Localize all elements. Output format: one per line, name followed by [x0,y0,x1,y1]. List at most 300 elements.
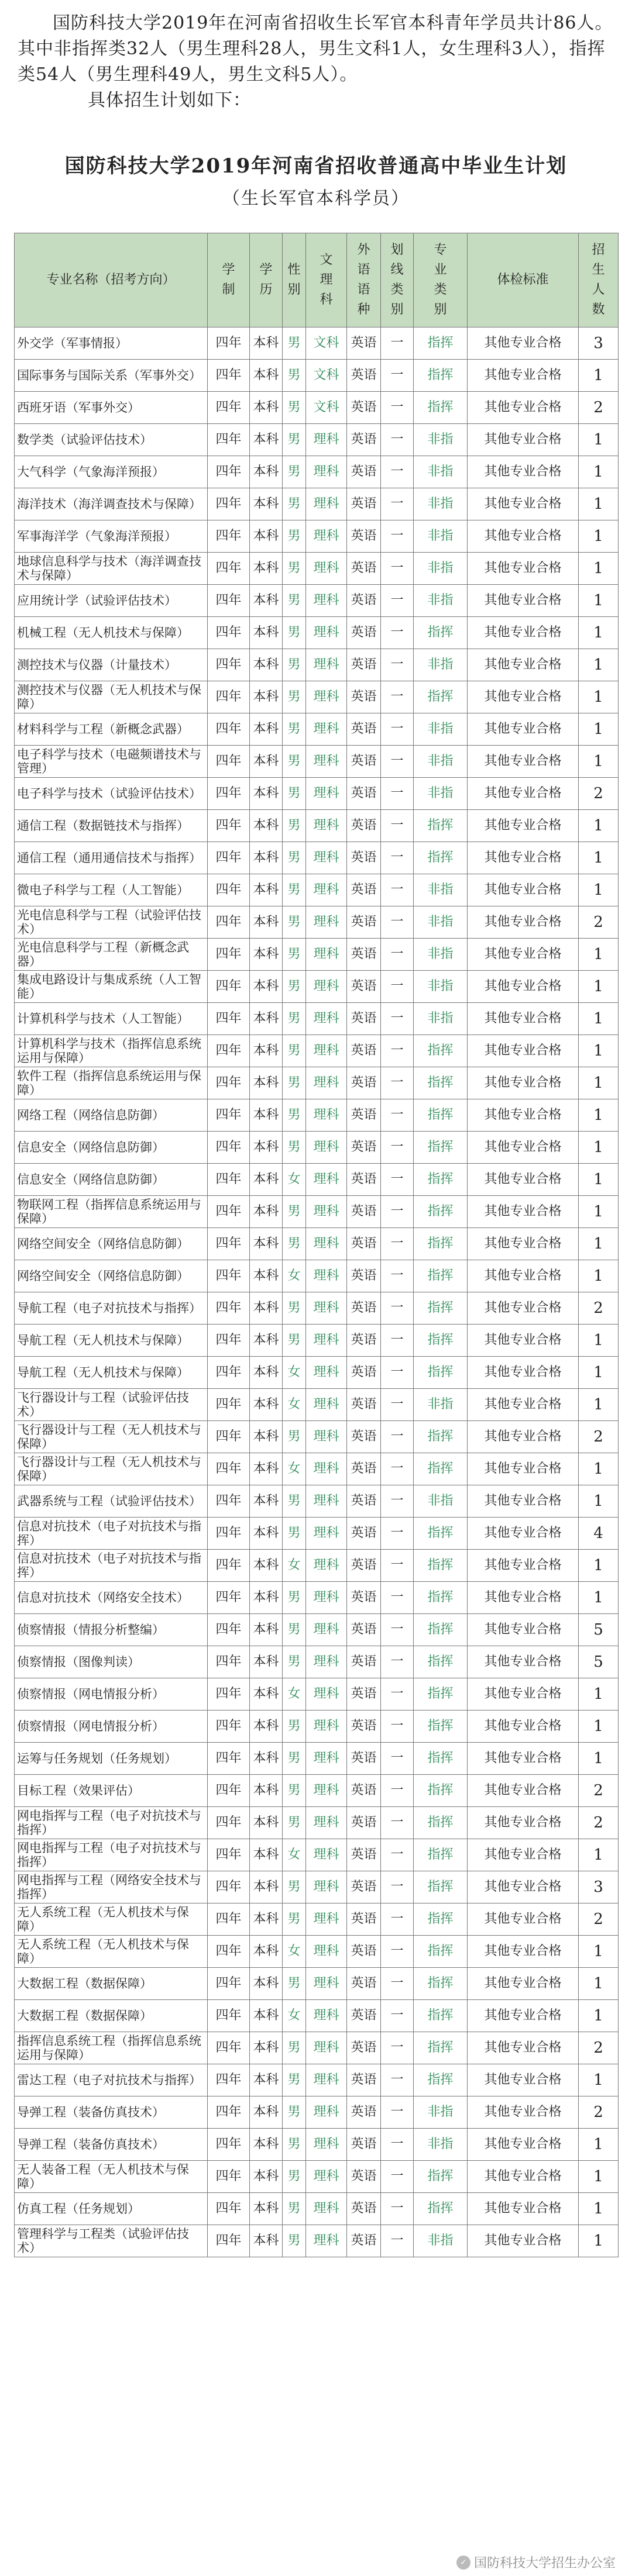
cell-medical-standard: 其他专业合格 [468,2096,579,2129]
cell-quota: 1 [579,520,619,553]
cell-quota: 1 [579,1164,619,1196]
cell-gender: 女 [283,1453,306,1485]
cell-cutoff-category: 一 [381,939,414,971]
cell-cutoff-category: 一 [381,1550,414,1582]
cell-cutoff-category: 一 [381,585,414,617]
cell-language: 英语 [347,1775,381,1807]
cell-language: 英语 [347,842,381,874]
table-row [15,1582,619,1614]
cell-language: 英语 [347,1936,381,1968]
cell-language: 英语 [347,1099,381,1132]
cell-duration: 四年 [208,1099,250,1132]
cell-major-category: 指挥 [414,1164,468,1196]
cell-duration: 四年 [208,2193,250,2225]
cell-language: 英语 [347,1614,381,1646]
cell-gender: 男 [283,1968,306,2000]
cell-major-category: 非指 [414,1003,468,1035]
cell-subject-track: 理科 [306,2064,347,2096]
cell-degree: 本科 [250,360,283,392]
cell-medical-standard: 其他专业合格 [468,585,579,617]
cell-language: 英语 [347,585,381,617]
cell-quota: 1 [579,874,619,906]
cell-medical-standard: 其他专业合格 [468,1678,579,1711]
cell-major-name: 导航工程（无人机技术与保障） [15,1357,208,1389]
cell-quota: 5 [579,1614,619,1646]
header-gender: 性别 [283,233,306,327]
cell-quota: 2 [579,906,619,939]
cell-duration: 四年 [208,1711,250,1743]
cell-major-name: 电子科学与技术（电磁频谱技术与管理） [15,746,208,778]
cell-cutoff-category: 一 [381,1743,414,1775]
cell-major-category: 非指 [414,713,468,746]
table-row [15,2225,619,2257]
cell-degree: 本科 [250,520,283,553]
cell-major-category: 指挥 [414,1035,468,1067]
cell-gender: 男 [283,1325,306,1357]
cell-major-name: 信息安全（网络信息防御） [15,1132,208,1164]
cell-gender: 男 [283,778,306,810]
cell-degree: 本科 [250,1228,283,1260]
cell-duration: 四年 [208,1871,250,1903]
cell-cutoff-category: 一 [381,1936,414,1968]
cell-cutoff-category: 一 [381,1164,414,1196]
cell-medical-standard: 其他专业合格 [468,1164,579,1196]
cell-medical-standard: 其他专业合格 [468,1614,579,1646]
cell-subject-track: 理科 [306,1453,347,1485]
cell-subject-track: 理科 [306,1421,347,1453]
cell-subject-track: 理科 [306,713,347,746]
table-row [15,1711,619,1743]
cell-cutoff-category: 一 [381,1003,414,1035]
cell-duration: 四年 [208,713,250,746]
cell-major-category: 指挥 [414,1871,468,1903]
cell-quota: 2 [579,1807,619,1839]
cell-duration: 四年 [208,488,250,520]
intro-lead: 具体招生计划如下： [88,90,251,111]
cell-cutoff-category: 一 [381,2193,414,2225]
cell-gender: 男 [283,2193,306,2225]
table-row [15,585,619,617]
cell-major-category: 非指 [414,2225,468,2257]
cell-cutoff-category: 一 [381,2096,414,2129]
cell-degree: 本科 [250,1325,283,1357]
cell-medical-standard: 其他专业合格 [468,1903,579,1936]
cell-gender: 男 [283,1421,306,1453]
cell-degree: 本科 [250,2000,283,2032]
table-row [15,520,619,553]
header-medical-standard: 体检标准 [468,233,579,327]
cell-degree: 本科 [250,1743,283,1775]
cell-major-name: 外交学（军事情报） [15,327,208,360]
cell-major-name: 无人装备工程（无人机技术与保障） [15,2161,208,2193]
cell-degree: 本科 [250,617,283,649]
cell-major-category: 非指 [414,424,468,456]
cell-language: 英语 [347,2000,381,2032]
cell-major-name: 海洋技术（海洋调查技术与保障） [15,488,208,520]
cell-language: 英语 [347,1678,381,1711]
cell-gender: 女 [283,1260,306,1292]
cell-quota: 1 [579,1389,619,1421]
cell-duration: 四年 [208,1807,250,1839]
cell-major-category: 指挥 [414,1807,468,1839]
cell-duration: 四年 [208,1678,250,1711]
cell-gender: 男 [283,939,306,971]
cell-cutoff-category: 一 [381,1485,414,1518]
cell-quota: 1 [579,1003,619,1035]
cell-language: 英语 [347,1164,381,1196]
cell-cutoff-category: 一 [381,1196,414,1228]
cell-subject-track: 理科 [306,2129,347,2161]
cell-quota: 1 [579,746,619,778]
cell-gender: 女 [283,1357,306,1389]
cell-major-name: 大数据工程（数据保障） [15,2000,208,2032]
cell-major-category: 指挥 [414,392,468,424]
cell-duration: 四年 [208,617,250,649]
cell-subject-track: 理科 [306,842,347,874]
cell-duration: 四年 [208,778,250,810]
table-row [15,1743,619,1775]
cell-language: 英语 [347,1196,381,1228]
cell-language: 英语 [347,778,381,810]
cell-subject-track: 理科 [306,778,347,810]
cell-duration: 四年 [208,2096,250,2129]
cell-major-category: 指挥 [414,842,468,874]
cell-language: 英语 [347,2161,381,2193]
cell-duration: 四年 [208,1453,250,1485]
table-row [15,810,619,842]
cell-duration: 四年 [208,1485,250,1518]
cell-language: 英语 [347,424,381,456]
cell-gender: 男 [283,1646,306,1678]
enrollment-plan-table [14,233,619,2257]
cell-major-category: 非指 [414,649,468,681]
cell-major-category: 指挥 [414,327,468,360]
cell-medical-standard: 其他专业合格 [468,1968,579,2000]
cell-quota: 1 [579,424,619,456]
cell-subject-track: 理科 [306,1292,347,1325]
cell-gender: 男 [283,2161,306,2193]
cell-degree: 本科 [250,1485,283,1518]
cell-medical-standard: 其他专业合格 [468,874,579,906]
cell-quota: 1 [579,2129,619,2161]
cell-duration: 四年 [208,360,250,392]
cell-major-category: 非指 [414,746,468,778]
cell-cutoff-category: 一 [381,2064,414,2096]
cell-degree: 本科 [250,553,283,585]
cell-quota: 2 [579,778,619,810]
cell-cutoff-category: 一 [381,1292,414,1325]
cell-medical-standard: 其他专业合格 [468,1646,579,1678]
cell-major-category: 指挥 [414,1678,468,1711]
cell-degree: 本科 [250,1775,283,1807]
cell-major-category: 指挥 [414,2064,468,2096]
cell-quota: 2 [579,2032,619,2064]
cell-medical-standard: 其他专业合格 [468,1871,579,1903]
intro-paragraph: 国防科技大学2019年在河南省招收生长军官本科青年学员共计86人。其中非指挥类32人（男生理科28人，男生文科1人，女生理科3人），指挥类54人（男生理科49人，男生文科5人）。 [18,13,613,85]
table-row [15,1678,619,1711]
cell-duration: 四年 [208,520,250,553]
cell-quota: 1 [579,1325,619,1357]
cell-quota: 1 [579,971,619,1003]
cell-degree: 本科 [250,1518,283,1550]
cell-cutoff-category: 一 [381,392,414,424]
cell-duration: 四年 [208,2225,250,2257]
table-row [15,1164,619,1196]
cell-major-category: 非指 [414,456,468,488]
cell-gender: 男 [283,1871,306,1903]
cell-major-name: 物联网工程（指挥信息系统运用与保障） [15,1196,208,1228]
cell-duration: 四年 [208,649,250,681]
table-row [15,1099,619,1132]
cell-medical-standard: 其他专业合格 [468,1775,579,1807]
cell-duration: 四年 [208,1936,250,1968]
cell-gender: 男 [283,1743,306,1775]
cell-language: 英语 [347,1357,381,1389]
cell-major-category: 指挥 [414,1132,468,1164]
cell-gender: 男 [283,2129,306,2161]
cell-gender: 男 [283,906,306,939]
cell-gender: 男 [283,585,306,617]
cell-medical-standard: 其他专业合格 [468,939,579,971]
cell-duration: 四年 [208,2000,250,2032]
cell-major-category: 非指 [414,553,468,585]
cell-gender: 女 [283,1550,306,1582]
cell-quota: 1 [579,1067,619,1099]
cell-major-category: 指挥 [414,1550,468,1582]
cell-language: 英语 [347,906,381,939]
cell-subject-track: 理科 [306,2225,347,2257]
cell-major-category: 指挥 [414,1936,468,1968]
cell-subject-track: 理科 [306,2096,347,2129]
cell-gender: 女 [283,1164,306,1196]
cell-language: 英语 [347,456,381,488]
cell-subject-track: 理科 [306,1743,347,1775]
header-quota: 招生人数 [579,233,619,327]
cell-cutoff-category: 一 [381,1035,414,1067]
cell-medical-standard: 其他专业合格 [468,746,579,778]
table-row [15,2032,619,2064]
intro-text [18,11,617,113]
cell-gender: 男 [283,1292,306,1325]
cell-duration: 四年 [208,1646,250,1678]
cell-duration: 四年 [208,553,250,585]
cell-major-name: 材料科学与工程（新概念武器） [15,713,208,746]
cell-quota: 1 [579,2064,619,2096]
cell-medical-standard: 其他专业合格 [468,392,579,424]
cell-quota: 1 [579,1968,619,2000]
cell-subject-track: 理科 [306,1067,347,1099]
cell-gender: 男 [283,1807,306,1839]
cell-language: 英语 [347,1132,381,1164]
cell-duration: 四年 [208,1421,250,1453]
cell-major-name: 无人系统工程（无人机技术与保障） [15,1936,208,1968]
cell-gender: 男 [283,2064,306,2096]
cell-major-category: 指挥 [414,1646,468,1678]
cell-major-category: 指挥 [414,1968,468,2000]
cell-major-category: 指挥 [414,1099,468,1132]
table-row [15,488,619,520]
cell-language: 英语 [347,1035,381,1067]
cell-cutoff-category: 一 [381,778,414,810]
cell-major-name: 管理科学与工程类（试验评估技术） [15,2225,208,2257]
cell-degree: 本科 [250,1807,283,1839]
cell-gender: 男 [283,1099,306,1132]
cell-medical-standard: 其他专业合格 [468,617,579,649]
table-row [15,971,619,1003]
cell-gender: 男 [283,1614,306,1646]
cell-gender: 男 [283,360,306,392]
cell-degree: 本科 [250,1453,283,1485]
cell-language: 英语 [347,488,381,520]
cell-language: 英语 [347,1550,381,1582]
table-row [15,2000,619,2032]
cell-subject-track: 理科 [306,1485,347,1518]
cell-language: 英语 [347,392,381,424]
cell-medical-standard: 其他专业合格 [468,778,579,810]
cell-language: 英语 [347,939,381,971]
header-cutoff-category: 划线类别 [381,233,414,327]
cell-medical-standard: 其他专业合格 [468,2161,579,2193]
cell-degree: 本科 [250,392,283,424]
cell-degree: 本科 [250,1132,283,1164]
cell-major-name: 侦察情报（图像判读） [15,1646,208,1678]
cell-cutoff-category: 一 [381,2000,414,2032]
cell-gender: 男 [283,746,306,778]
cell-major-category: 非指 [414,1389,468,1421]
cell-subject-track: 理科 [306,1132,347,1164]
cell-subject-track: 理科 [306,1099,347,1132]
cell-major-name: 网络空间安全（网络信息防御） [15,1260,208,1292]
cell-cutoff-category: 一 [381,2032,414,2064]
table-row [15,1646,619,1678]
cell-degree: 本科 [250,2032,283,2064]
cell-cutoff-category: 一 [381,1646,414,1678]
cell-duration: 四年 [208,906,250,939]
cell-language: 英语 [347,681,381,713]
cell-duration: 四年 [208,1067,250,1099]
cell-language: 英语 [347,971,381,1003]
table-row [15,1357,619,1389]
cell-major-name: 计算机科学与技术（人工智能） [15,1003,208,1035]
cell-medical-standard: 其他专业合格 [468,1711,579,1743]
cell-medical-standard: 其他专业合格 [468,2129,579,2161]
table-row [15,1228,619,1260]
cell-quota: 1 [579,1132,619,1164]
cell-language: 英语 [347,1260,381,1292]
table-subtitle: （生长军官本科学员） [222,188,410,209]
cell-duration: 四年 [208,1614,250,1646]
cell-medical-standard: 其他专业合格 [468,906,579,939]
cell-gender: 男 [283,520,306,553]
cell-major-category: 指挥 [414,1903,468,1936]
cell-major-name: 光电信息科学与工程（新概念武器） [15,939,208,971]
cell-language: 英语 [347,1421,381,1453]
table-header-row [15,233,619,327]
cell-cutoff-category: 一 [381,1260,414,1292]
table-row [15,1196,619,1228]
cell-cutoff-category: 一 [381,1582,414,1614]
cell-language: 英语 [347,1292,381,1325]
cell-medical-standard: 其他专业合格 [468,681,579,713]
cell-duration: 四年 [208,1775,250,1807]
cell-cutoff-category: 一 [381,1099,414,1132]
cell-language: 英语 [347,1003,381,1035]
table-row [15,424,619,456]
cell-duration: 四年 [208,392,250,424]
cell-major-name: 大气科学（气象海洋预报） [15,456,208,488]
cell-gender: 男 [283,1035,306,1067]
table-row [15,2064,619,2096]
cell-degree: 本科 [250,713,283,746]
cell-language: 英语 [347,360,381,392]
cell-language: 英语 [347,1807,381,1839]
cell-major-category: 指挥 [414,1196,468,1228]
watermark-text: 国防科技大学招生办公室 [473,2556,616,2571]
cell-subject-track: 理科 [306,1936,347,1968]
cell-medical-standard: 其他专业合格 [468,2225,579,2257]
header-language: 外语语种 [347,233,381,327]
cell-subject-track: 理科 [306,553,347,585]
cell-major-name: 测控技术与仪器（无人机技术与保障） [15,681,208,713]
cell-cutoff-category: 一 [381,456,414,488]
cell-quota: 3 [579,327,619,360]
cell-degree: 本科 [250,746,283,778]
cell-gender: 男 [283,488,306,520]
cell-quota: 1 [579,1582,619,1614]
table-row [15,2193,619,2225]
cell-medical-standard: 其他专业合格 [468,810,579,842]
cell-quota: 1 [579,1485,619,1518]
table-row [15,1871,619,1903]
cell-major-name: 仿真工程（任务规划） [15,2193,208,2225]
cell-quota: 1 [579,1035,619,1067]
cell-subject-track: 理科 [306,1678,347,1711]
cell-quota: 1 [579,553,619,585]
cell-cutoff-category: 一 [381,1711,414,1743]
cell-quota: 1 [579,1839,619,1871]
cell-quota: 1 [579,1260,619,1292]
cell-degree: 本科 [250,1839,283,1871]
table-row [15,1260,619,1292]
cell-cutoff-category: 一 [381,746,414,778]
cell-duration: 四年 [208,1357,250,1389]
cell-cutoff-category: 一 [381,971,414,1003]
cell-major-name: 通信工程（数据链技术与指挥） [15,810,208,842]
cell-cutoff-category: 一 [381,1968,414,2000]
cell-major-name: 微电子科学与工程（人工智能） [15,874,208,906]
cell-gender: 男 [283,1518,306,1550]
cell-language: 英语 [347,2193,381,2225]
cell-cutoff-category: 一 [381,1421,414,1453]
cell-major-category: 指挥 [414,1292,468,1325]
table-row [15,360,619,392]
cell-cutoff-category: 一 [381,2129,414,2161]
cell-language: 英语 [347,2096,381,2129]
cell-major-category: 指挥 [414,810,468,842]
table-row [15,456,619,488]
cell-major-name: 网电指挥与工程（网络安全技术与指挥） [15,1871,208,1903]
cell-degree: 本科 [250,1067,283,1099]
cell-duration: 四年 [208,424,250,456]
cell-degree: 本科 [250,1968,283,2000]
cell-duration: 四年 [208,874,250,906]
table-row [15,939,619,971]
cell-major-category: 指挥 [414,1453,468,1485]
cell-medical-standard: 其他专业合格 [468,1357,579,1389]
cell-quota: 4 [579,1518,619,1550]
cell-medical-standard: 其他专业合格 [468,1325,579,1357]
cell-degree: 本科 [250,1164,283,1196]
